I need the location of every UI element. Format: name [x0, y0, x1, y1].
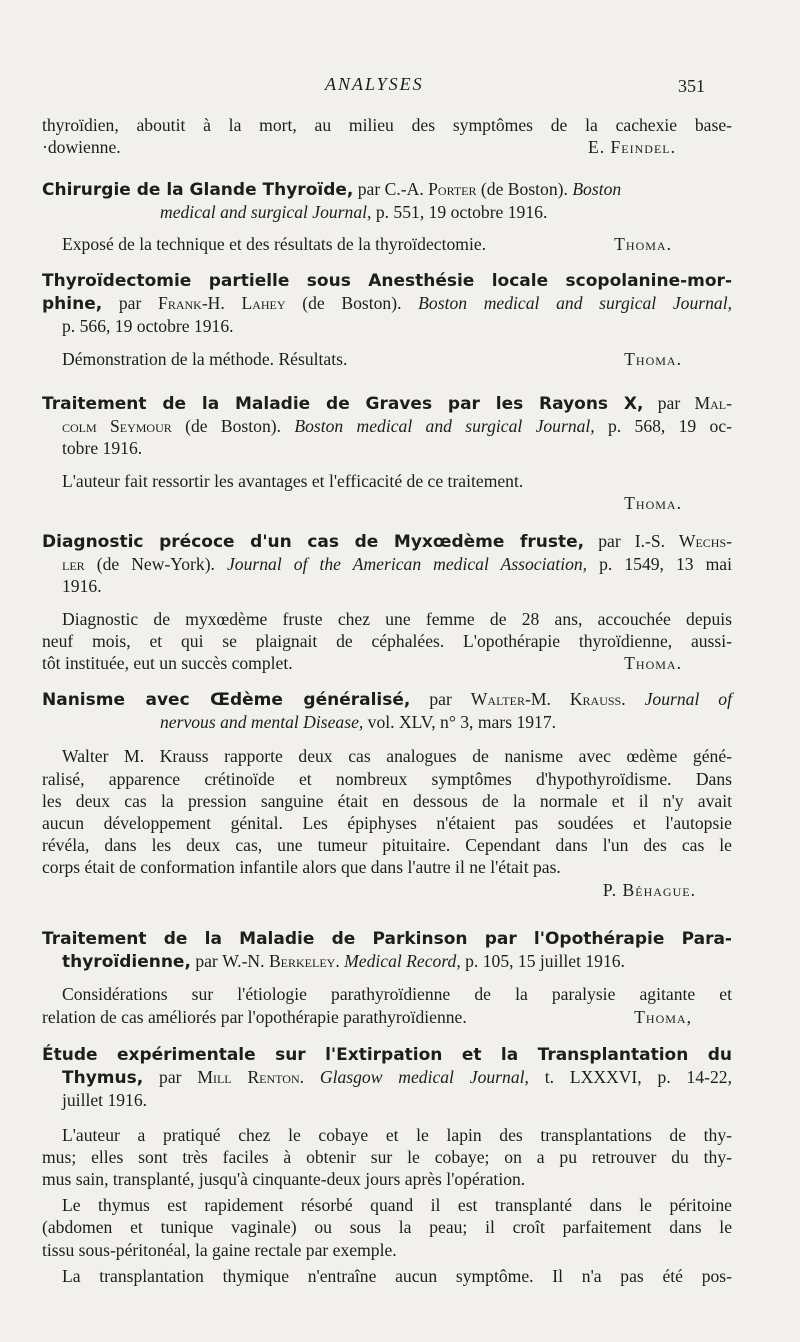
journal: Journal of [625, 689, 732, 709]
text-line: ralisé, apparence crétinoïde et nombreux symptômes d'hypothyroïdisme. Dans [42, 768, 732, 789]
text-line [42, 652, 732, 674]
author: I.-S. Wechs- [634, 531, 732, 551]
text-fragment: par [584, 531, 635, 551]
text-fragment: relation de cas améliorés par l'opothérapie parathyroïdienne. [42, 1006, 467, 1027]
text-fragment: (de Boston). [285, 293, 419, 314]
author: Mill Renton. [197, 1067, 305, 1088]
text-line: Walter M. Krauss rapporte deux cas analogues de nanisme avec œdème géné- [62, 746, 732, 767]
abstract-dwarfism [42, 688, 732, 901]
signature: P. Béhague. [602, 879, 696, 900]
text-line: thyroïdien, aboutit à la mort, au milieu des symptômes de la cachexie base- [42, 115, 732, 135]
running-title: ANALYSES [325, 74, 424, 94]
journal: Medical Record, [339, 951, 461, 972]
author: Mal- [694, 393, 732, 413]
article-title: Chirurgie de la Glande Thyroïde, [42, 180, 354, 200]
journal: nervous and mental Disease, [160, 712, 364, 733]
reference: 1916. [62, 576, 102, 597]
article-title: Nanisme avec Œdème généralisé, [42, 690, 411, 710]
text-fragment: par [143, 1067, 198, 1088]
text-fragment: Exposé de la technique et des résultats de la thyroïdectomie. [62, 234, 487, 255]
author: Walter-M. Krauss. [470, 689, 626, 709]
abstract-heading [42, 530, 732, 553]
text-fragment: par [410, 689, 471, 709]
reference: p. 1549, 13 mai [587, 554, 732, 575]
author: colm Seymour [62, 416, 172, 437]
text-line: Diagnostic de myxœdème fruste chez une femme de 28 ans, accouchée depuis [62, 608, 732, 629]
journal: Boston medical and surgical Journal, [418, 293, 732, 314]
reference: p. 105, 15 juillet 1916. [460, 951, 625, 972]
text-fragment: Démonstration de la méthode. Résultats. [62, 348, 348, 369]
signature: Thoma. [624, 348, 682, 369]
text-line [42, 1006, 732, 1028]
signature: E. Feindel. [587, 137, 676, 158]
text-line: Le thymus est rapidement résorbé quand il est transplanté dans le péritoine [62, 1195, 732, 1216]
text-line: aucun développement génital. Les épiphyses n'étaient pas soudées et l'autopsie [42, 813, 732, 834]
abstract-heading [42, 178, 732, 201]
abstract-parkinson [42, 928, 732, 1028]
author: C.-A. Porter [384, 179, 477, 199]
reference: juillet 1916. [62, 1090, 148, 1111]
journal: medical and surgical Journal, [160, 202, 372, 223]
article-title: Diagnostic précoce d'un cas de Myxœdème fruste, [42, 532, 585, 552]
article-title: Thyroïdectomie partielle sous Anesthésie locale scopolanine-mor- [42, 271, 732, 291]
text-line: (abdomen et tunique vaginale) ou sous la peau; il croît parfaitement dans le [42, 1217, 732, 1238]
citation-line [42, 415, 732, 437]
abstract-body [42, 348, 732, 370]
signature: Thoma. [624, 653, 682, 674]
article-title: thyroïdienne, [62, 952, 191, 973]
text-line: mus; elles sont très faciles à obtenir sur le cobaye; on a pu retrouver du thy- [42, 1146, 732, 1167]
journal: Glasgow medical Journal, [304, 1067, 529, 1088]
text-line: La transplantation thymique n'entraîne aucun symptôme. Il n'a pas été pos- [62, 1265, 732, 1286]
text-line [42, 136, 732, 158]
text-line: mus sain, transplanté, jusqu'à cinquante-deux jours après l'opération. [42, 1169, 526, 1190]
abstract-heading [42, 392, 732, 415]
text-fragment: par [353, 179, 385, 199]
article-title: phine, [42, 294, 103, 315]
text-fragment: tôt instituée, eut un succès complet. [42, 653, 293, 674]
abstract-graves-xray [42, 392, 732, 514]
text-fragment: par [102, 293, 159, 314]
author: Frank-H. Lahey [158, 293, 286, 314]
abstract-thymus [42, 1044, 732, 1287]
journal: Boston medical and surgical Journal, [294, 416, 595, 437]
citation-line [42, 201, 732, 223]
signature: Thoma, [634, 1006, 692, 1027]
text-fragment: (de Boston). [476, 179, 573, 199]
reference: p. 551, 19 octobre 1916. [371, 202, 548, 223]
abstract-heading [42, 950, 732, 973]
author: W.-N. Berkeley. [222, 951, 340, 972]
reference: t. LXXXVI, p. 14-22, [528, 1067, 732, 1088]
abstract-thyroid-surgery [42, 178, 732, 256]
text-line: neuf mois, et qui se plaignait de céphalées. L'opothérapie thyroïdienne, aussi- [42, 630, 732, 651]
article-title: Thymus, [62, 1068, 144, 1089]
text-fragment: par [643, 393, 695, 413]
reference: vol. XLV, n° 3, mars 1917. [363, 712, 557, 733]
signature: Thoma. [624, 492, 682, 513]
journal: Journal of the American medical Association, [227, 554, 588, 575]
reference: p. 566, 19 octobre 1916. [62, 316, 234, 337]
text-line: les deux cas la pression sanguine était en dessous de la normale et il n'y avait [42, 790, 732, 811]
text-line: tissu sous-péritonéal, la gaine rectale par exemple. [42, 1239, 397, 1260]
abstract-heading [42, 688, 732, 711]
running-header [0, 74, 800, 98]
text-line: L'auteur a pratiqué chez le cobaye et le lapin des transplantations de thy- [62, 1124, 732, 1145]
page-number: 351 [678, 76, 705, 96]
article-title: Traitement de la Maladie de Graves par les Rayons X, [42, 394, 644, 414]
abstract-heading [42, 292, 732, 315]
text-line: corps était de conformation infantile alors que dans l'autre il ne l'était pas. [42, 857, 561, 878]
text-fragment: par [190, 951, 223, 972]
author: ler [62, 554, 85, 575]
signature: Thoma. [614, 234, 672, 255]
abstract-myxoedema [42, 530, 732, 674]
reference: p. 568, 19 oc- [594, 416, 733, 437]
abstract-partial-thyroidectomy [42, 270, 732, 370]
citation-line [42, 553, 732, 575]
citation-line [42, 711, 732, 733]
text-fragment: (de New-York). [84, 554, 227, 575]
abstract-heading [42, 1066, 732, 1089]
continued-paragraph [42, 114, 732, 158]
journal: Boston [572, 179, 622, 199]
article-title: Traitement de la Maladie de Parkinson par l'Opothérapie Para- [42, 929, 732, 949]
text-line: Considérations sur l'étiologie parathyroïdienne de la paralysie agitante et [62, 984, 732, 1005]
abstract-body [42, 233, 732, 255]
article-title: Étude expérimentale sur l'Extirpation et la Transplantation du [42, 1045, 732, 1065]
text-line: révéla, dans les deux cas, une tumeur pituitaire. Cependant dans l'un des cas le [42, 835, 732, 856]
text-fragment: (de Boston). [171, 416, 295, 437]
text-fragment: ·dowienne. [42, 137, 121, 158]
abstract-body: L'auteur fait ressortir les avantages et l'efficacité de ce traitement. [62, 470, 524, 491]
reference: tobre 1916. [62, 438, 143, 459]
